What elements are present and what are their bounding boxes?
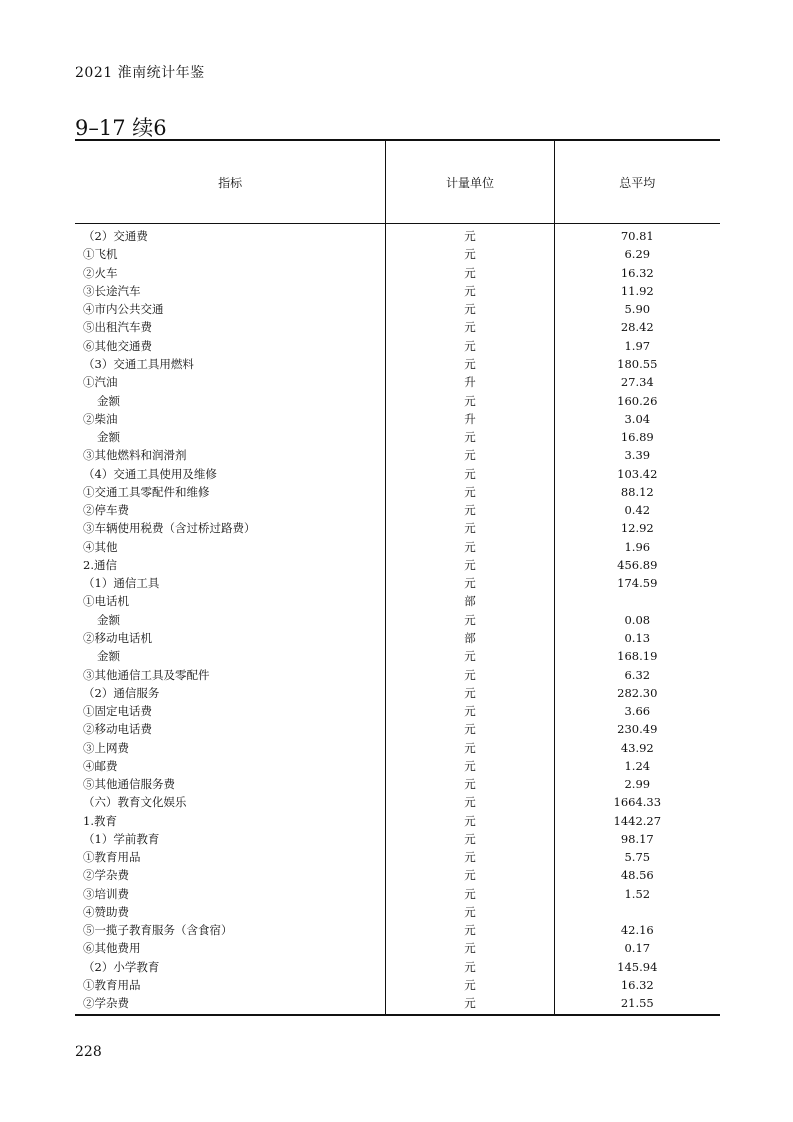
table-row [75,355,720,373]
value-cell: 230.49 [617,722,658,737]
table-row [75,738,720,756]
indicator-cell: ①电话机 [75,592,386,610]
value-cell: 48.56 [620,868,654,883]
indicator-cell: ③车辆使用税费（含过桥过路费） [75,519,386,537]
unit-cell: 元 [386,428,554,446]
unit-cell: 元 [386,224,554,246]
table-row [75,720,720,738]
indicator-cell: （4）交通工具使用及维修 [75,464,386,482]
unit-cell: 元 [386,848,554,866]
unit-cell: 元 [386,519,554,537]
value-cell: 42.16 [620,923,654,938]
statistics-table [75,139,720,1016]
table-row [75,224,720,246]
value-cell: 21.55 [554,994,720,1015]
value-cell: 98.17 [620,831,654,846]
indicator-cell: 金额 [75,647,386,665]
table-row [75,976,720,994]
value-cell: 2.99 [624,777,651,792]
unit-cell: 元 [386,665,554,683]
value-cell: 43.92 [620,740,654,755]
indicator-cell: （六）教育文化娱乐 [75,793,386,811]
unit-cell: 元 [386,921,554,939]
value-cell: 3.39 [624,448,651,463]
indicator-cell: ②移动电话机 [75,629,386,647]
unit-cell: 元 [386,793,554,811]
value-cell [554,903,720,921]
value-cell: 27.34 [620,375,654,390]
unit-cell: 元 [386,939,554,957]
unit-cell: 元 [386,738,554,756]
table-row [75,921,720,939]
table-row [75,282,720,300]
unit-cell: 元 [386,647,554,665]
value-cell [554,592,720,610]
indicator-cell: ①固定电话费 [75,702,386,720]
page-number: 228 [75,1044,102,1060]
table-row [75,264,720,282]
table-row [75,391,720,409]
value-cell: 282.30 [617,685,658,700]
table-row [75,757,720,775]
value-cell: 16.32 [620,265,654,280]
value-cell: 88.12 [620,484,654,499]
indicator-cell: ①飞机 [75,245,386,263]
indicator-cell: ②学杂费 [75,866,386,884]
indicator-cell: 1.教育 [75,812,386,830]
indicator-cell: ④赞助费 [75,903,386,921]
unit-cell: 元 [386,720,554,738]
value-cell: 5.90 [624,302,651,317]
indicator-cell: 2.通信 [75,556,386,574]
value-cell: 180.55 [617,356,658,371]
column-header-unit: 计量单位 [386,140,554,224]
table-row [75,848,720,866]
column-header-average: 总平均 [554,140,720,224]
table-row [75,611,720,629]
value-cell: 0.42 [624,503,651,518]
unit-cell: 元 [386,538,554,556]
table-row [75,866,720,884]
value-cell: 16.32 [620,978,654,993]
unit-cell: 元 [386,556,554,574]
value-cell: 0.13 [624,630,651,645]
value-cell: 0.17 [624,941,651,956]
indicator-cell: ④邮费 [75,757,386,775]
indicator-cell: ③其他燃料和润滑剂 [75,446,386,464]
indicator-cell: ②火车 [75,264,386,282]
indicator-cell: ①教育用品 [75,976,386,994]
indicator-cell: ②移动电话费 [75,720,386,738]
value-cell: 16.89 [620,430,654,445]
unit-cell: 元 [386,866,554,884]
table-row [75,300,720,318]
indicator-cell: 金额 [75,611,386,629]
value-cell: 0.08 [624,612,651,627]
indicator-cell: ①汽油 [75,373,386,391]
unit-cell: 元 [386,812,554,830]
table-row [75,684,720,702]
indicator-cell: 金额 [75,428,386,446]
indicator-cell: ⑥其他费用 [75,939,386,957]
indicator-cell: （2）交通费 [75,224,386,246]
table-row [75,903,720,921]
indicator-cell: ②柴油 [75,410,386,428]
value-cell: 3.66 [624,704,651,719]
table-row [75,538,720,556]
indicator-cell: ②学杂费 [75,994,386,1015]
value-cell: 11.92 [620,283,654,298]
table-row [75,410,720,428]
table-row [75,830,720,848]
unit-cell: 元 [386,282,554,300]
unit-cell: 元 [386,702,554,720]
indicator-cell: ③其他通信工具及零配件 [75,665,386,683]
unit-cell: 元 [386,337,554,355]
value-cell: 1.24 [624,758,651,773]
value-cell: 12.92 [620,521,654,536]
value-cell: 70.81 [620,229,654,244]
indicator-cell: （1）学前教育 [75,830,386,848]
table-row [75,885,720,903]
table-row [75,647,720,665]
column-header-indicator: 指标 [75,140,386,224]
value-cell: 6.29 [624,247,651,262]
value-cell: 174.59 [617,576,658,591]
table-row [75,501,720,519]
table-row [75,483,720,501]
unit-cell: 元 [386,958,554,976]
unit-cell: 元 [386,300,554,318]
unit-cell: 元 [386,464,554,482]
table-row [75,665,720,683]
table-row [75,446,720,464]
unit-cell: 部 [386,629,554,647]
table-row [75,574,720,592]
unit-cell: 元 [386,611,554,629]
indicator-cell: ⑤一揽子教育服务（含食宿） [75,921,386,939]
indicator-cell: ④市内公共交通 [75,300,386,318]
value-cell: 1664.33 [613,795,662,810]
value-cell: 1442.27 [613,813,662,828]
table-row [75,775,720,793]
unit-cell: 元 [386,501,554,519]
indicator-cell: ①教育用品 [75,848,386,866]
indicator-cell: ④其他 [75,538,386,556]
table-row [75,702,720,720]
table-row [75,519,720,537]
unit-cell: 部 [386,592,554,610]
unit-cell: 元 [386,355,554,373]
table-row [75,812,720,830]
unit-cell: 元 [386,483,554,501]
indicator-cell: ①交通工具零配件和维修 [75,483,386,501]
indicator-cell: ⑤出租汽车费 [75,318,386,336]
unit-cell: 元 [386,574,554,592]
unit-cell: 升 [386,373,554,391]
value-cell: 145.94 [617,959,658,974]
value-cell: 1.96 [624,539,651,554]
table-row [75,318,720,336]
value-cell: 6.32 [624,667,651,682]
value-cell: 456.89 [617,557,658,572]
table-row [75,958,720,976]
indicator-cell: ⑤其他通信服务费 [75,775,386,793]
table-row [75,337,720,355]
table-row [75,793,720,811]
table-row [75,939,720,957]
unit-cell: 元 [386,318,554,336]
unit-cell: 元 [386,446,554,464]
table-header-row [75,140,720,224]
value-cell: 168.19 [617,649,658,664]
unit-cell: 元 [386,903,554,921]
unit-cell: 元 [386,684,554,702]
table-row [75,592,720,610]
table-row [75,373,720,391]
unit-cell: 元 [386,976,554,994]
indicator-cell: （1）通信工具 [75,574,386,592]
unit-cell: 元 [386,245,554,263]
indicator-cell: ⑥其他交通费 [75,337,386,355]
value-cell: 3.04 [624,411,651,426]
indicator-cell: ③上网费 [75,738,386,756]
indicator-cell: （2）通信服务 [75,684,386,702]
indicator-cell: （2）小学教育 [75,958,386,976]
value-cell: 160.26 [617,393,658,408]
table-row [75,994,720,1015]
table-row [75,464,720,482]
unit-cell: 元 [386,994,554,1015]
value-cell: 103.42 [617,466,658,481]
running-header: 2021 淮南统计年鉴 [75,65,205,81]
value-cell: 1.97 [624,338,651,353]
table-row [75,629,720,647]
unit-cell: 元 [386,830,554,848]
unit-cell: 元 [386,391,554,409]
indicator-cell: （3）交通工具用燃料 [75,355,386,373]
table-body [75,224,720,1016]
indicator-cell: ③长途汽车 [75,282,386,300]
table-row [75,245,720,263]
unit-cell: 元 [386,264,554,282]
unit-cell: 元 [386,885,554,903]
value-cell: 5.75 [624,850,651,865]
table-row [75,556,720,574]
value-cell: 28.42 [620,320,654,335]
unit-cell: 元 [386,757,554,775]
indicator-cell: ③培训费 [75,885,386,903]
indicator-cell: ②停车费 [75,501,386,519]
unit-cell: 升 [386,410,554,428]
table-row [75,428,720,446]
value-cell: 1.52 [624,886,651,901]
unit-cell: 元 [386,775,554,793]
indicator-cell: 金额 [75,391,386,409]
table-title: 9–17 续6 [75,116,167,140]
